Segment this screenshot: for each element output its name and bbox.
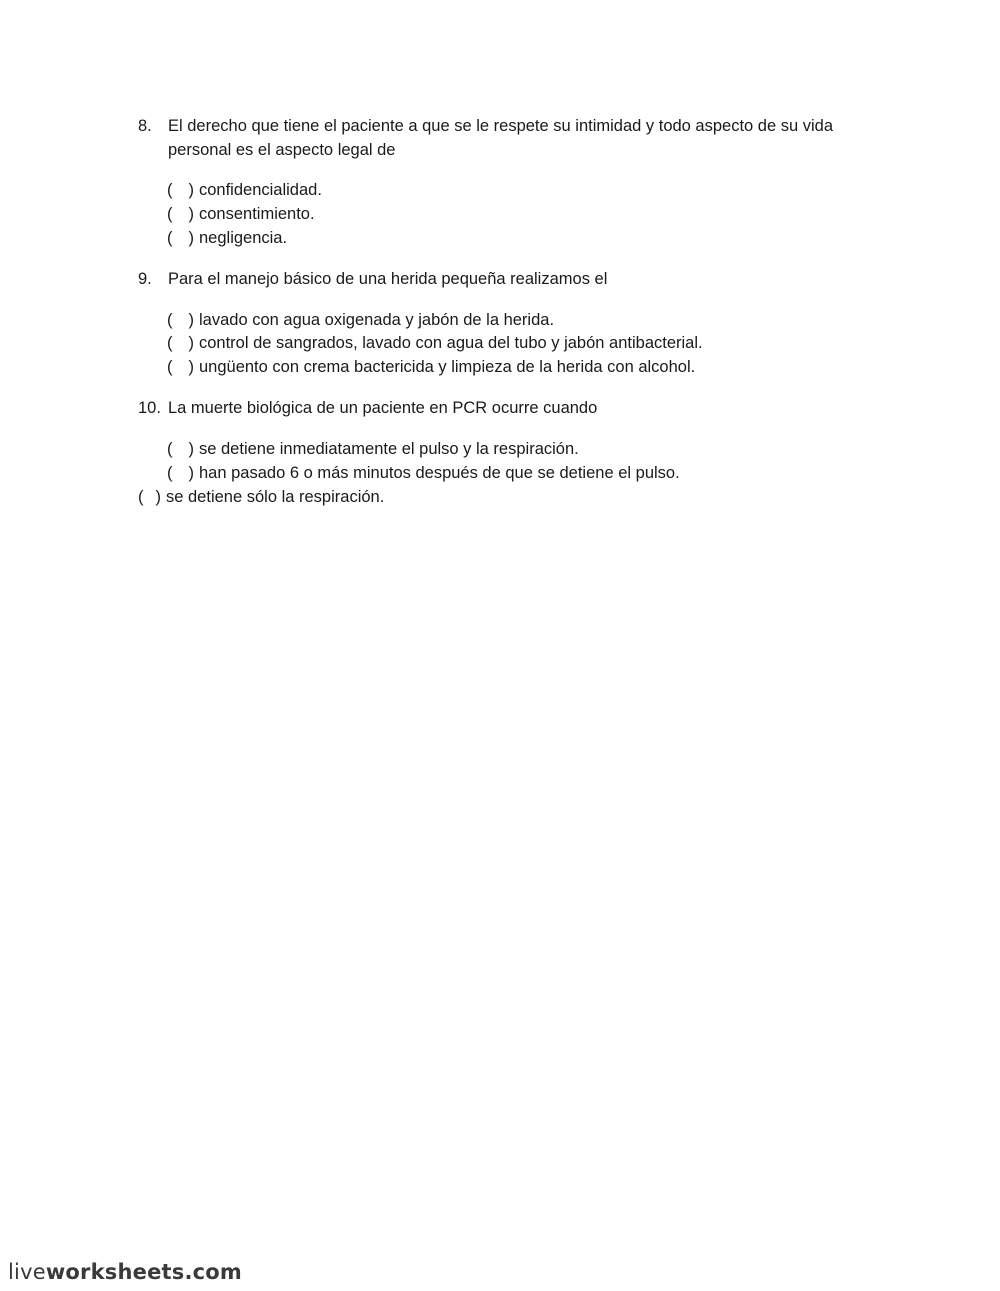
question-number: 8. [138,117,152,135]
question-text: El derecho que tiene el paciente a que se le respete su intimidad y todo aspecto de su vida personal es el aspecto legal de [168,117,834,159]
option-label: se detiene sólo la respiración. [166,488,385,506]
option-label: lavado con agua oxigenada y jabón de la herida. [199,311,555,329]
answer-checkbox[interactable]: ( ) [167,464,194,482]
answer-checkbox[interactable]: ( ) [167,205,194,223]
option-label: se detiene inmediatamente el pulso y la respiración. [199,440,579,458]
answer-option[interactable] [138,485,384,509]
answer-checkbox[interactable]: ( ) [167,358,194,376]
question-text: Para el manejo básico de una herida pequeña realizamos el [168,270,608,288]
answer-checkbox[interactable]: ( ) [167,311,194,329]
option-label: negligencia. [199,229,288,247]
answer-option[interactable] [167,461,680,485]
question-number: 9. [138,270,152,288]
answer-checkbox[interactable]: ( ) [167,334,194,352]
option-label: confidencialidad. [199,181,322,199]
question-8 [138,114,878,162]
answer-option[interactable] [167,178,322,202]
question-10 [138,396,878,420]
answer-checkbox[interactable]: ( ) [167,440,194,458]
answer-option[interactable] [167,355,695,379]
question-9 [138,267,878,291]
option-label: control de sangrados, lavado con agua del tubo y jabón antibacterial. [199,334,703,352]
answer-checkbox[interactable]: ( ) [138,488,161,506]
question-text: La muerte biológica de un paciente en PCR ocurre cuando [168,399,598,417]
answer-option[interactable] [167,437,579,461]
answer-checkbox[interactable]: ( ) [167,181,194,199]
answer-option[interactable] [167,331,703,355]
option-label: han pasado 6 o más minutos después de que se detiene el pulso. [199,464,680,482]
liveworksheets-logo: liveworksheets.com [8,1260,242,1284]
answer-option[interactable] [167,308,554,332]
option-label: ungüento con crema bactericida y limpieza de la herida con alcohol. [199,358,696,376]
question-number: 10. [138,399,161,417]
answer-checkbox[interactable]: ( ) [167,229,194,247]
option-label: consentimiento. [199,205,315,223]
answer-option[interactable] [167,226,287,250]
answer-option[interactable] [167,202,315,226]
